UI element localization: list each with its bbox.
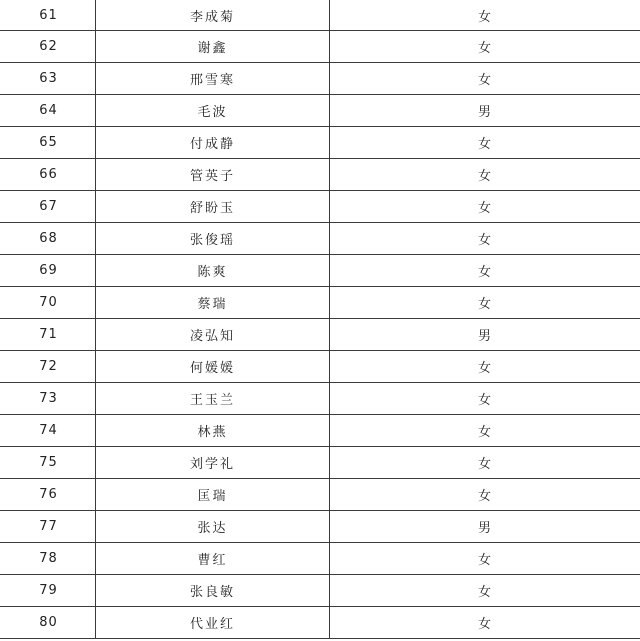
person-name: 陈爽 [197,265,228,280]
gender-value: 女 [477,201,492,216]
table-row [0,511,640,543]
gender-cell [330,191,640,222]
person-name: 舒盼玉 [189,201,235,216]
name-cell [96,447,330,478]
name-cell [96,255,330,286]
gender-value: 男 [477,329,492,344]
row-number: 61 [39,7,58,23]
gender-cell [330,351,640,382]
name-cell [96,607,330,638]
row-number-cell [0,95,96,126]
gender-cell [330,287,640,318]
person-name: 代业红 [189,617,235,632]
gender-cell [330,543,640,574]
name-cell [96,159,330,190]
gender-cell [330,383,640,414]
table-row [0,191,640,223]
person-name: 曹红 [197,553,228,568]
table-row [0,447,640,479]
row-number: 74 [39,423,58,438]
name-cell [96,543,330,574]
row-number-cell [0,127,96,158]
gender-value: 女 [477,393,492,408]
name-cell [96,415,330,446]
table-row [0,95,640,127]
row-number-cell [0,575,96,606]
person-name: 匡瑞 [197,489,228,504]
gender-cell [330,255,640,286]
row-number-cell [0,415,96,446]
gender-cell [330,223,640,254]
gender-value: 女 [477,553,492,568]
table-row [0,223,640,255]
row-number-cell [0,223,96,254]
gender-value: 女 [477,73,492,88]
table-row [0,63,640,95]
table-row [0,351,640,383]
gender-cell [330,511,640,542]
gender-value: 女 [477,297,492,312]
gender-value: 女 [477,9,492,25]
table-row [0,287,640,319]
gender-cell [330,575,640,606]
name-cell [96,351,330,382]
gender-cell [330,127,640,158]
gender-value: 女 [477,585,492,600]
row-number: 75 [39,455,58,470]
row-number: 71 [39,327,58,342]
name-cell [96,95,330,126]
table-row [0,607,640,639]
table-row [0,383,640,415]
table-row [0,31,640,63]
name-cell [96,127,330,158]
gender-value: 女 [477,425,492,440]
person-name: 管英子 [189,169,235,184]
row-number-cell [0,255,96,286]
table-row [0,159,640,191]
name-cell [96,319,330,350]
name-cell [96,223,330,254]
row-number: 80 [39,615,58,630]
name-cell [96,511,330,542]
row-number: 64 [39,103,58,118]
gender-value: 女 [477,265,492,280]
table-row [0,127,640,159]
person-name: 王玉兰 [189,393,235,408]
name-cell [96,31,330,62]
gender-value: 男 [477,105,492,120]
table-row [0,543,640,575]
row-number: 77 [39,519,58,534]
person-name: 林燕 [197,425,228,440]
row-number-cell [0,319,96,350]
row-number-cell [0,607,96,638]
name-cell [96,575,330,606]
person-name: 凌弘知 [189,329,235,344]
row-number: 69 [39,263,58,278]
gender-cell [330,95,640,126]
gender-cell [330,607,640,638]
gender-value: 女 [477,457,492,472]
person-name: 张达 [197,521,228,536]
table-row [0,575,640,607]
gender-cell [330,0,640,30]
row-number: 65 [39,135,58,150]
person-name: 邢雪寒 [189,73,235,88]
person-name: 张俊瑶 [189,233,235,248]
row-number-cell [0,511,96,542]
person-name: 张良敏 [189,585,235,600]
table-row [0,479,640,511]
row-number-cell [0,447,96,478]
row-number-cell [0,0,96,30]
row-number-cell [0,31,96,62]
name-cell [96,63,330,94]
row-number-cell [0,543,96,574]
table-row [0,255,640,287]
table-row [0,415,640,447]
row-number-cell [0,351,96,382]
row-number-cell [0,159,96,190]
row-number: 78 [39,551,58,566]
row-number-cell [0,191,96,222]
person-name: 谢鑫 [197,41,228,56]
name-cell [96,287,330,318]
person-name: 李成菊 [189,9,235,25]
person-name: 毛波 [197,105,228,120]
gender-value: 女 [477,361,492,376]
row-number: 73 [39,391,58,406]
row-number-cell [0,63,96,94]
gender-cell [330,63,640,94]
row-number: 79 [39,583,58,598]
row-number-cell [0,383,96,414]
row-number: 63 [39,71,58,86]
gender-value: 女 [477,617,492,632]
person-name: 蔡瑞 [197,297,228,312]
name-cell [96,0,330,30]
name-cell [96,383,330,414]
gender-cell [330,415,640,446]
name-cell [96,191,330,222]
row-number: 67 [39,199,58,214]
row-number: 70 [39,295,58,310]
row-number: 76 [39,487,58,502]
table-row [0,319,640,351]
person-name: 付成静 [189,137,235,152]
person-name: 何媛媛 [189,361,235,376]
table-row [0,0,640,31]
gender-value: 男 [477,521,492,536]
person-name: 刘学礼 [189,457,235,472]
row-number: 62 [39,39,58,54]
gender-value: 女 [477,233,492,248]
gender-value: 女 [477,137,492,152]
gender-value: 女 [477,169,492,184]
row-number: 72 [39,359,58,374]
gender-cell [330,447,640,478]
gender-cell [330,31,640,62]
row-number-cell [0,479,96,510]
gender-value: 女 [477,41,492,56]
gender-cell [330,479,640,510]
gender-cell [330,319,640,350]
gender-value: 女 [477,489,492,504]
row-number: 66 [39,167,58,182]
name-cell [96,479,330,510]
gender-cell [330,159,640,190]
row-number: 68 [39,231,58,246]
row-number-cell [0,287,96,318]
